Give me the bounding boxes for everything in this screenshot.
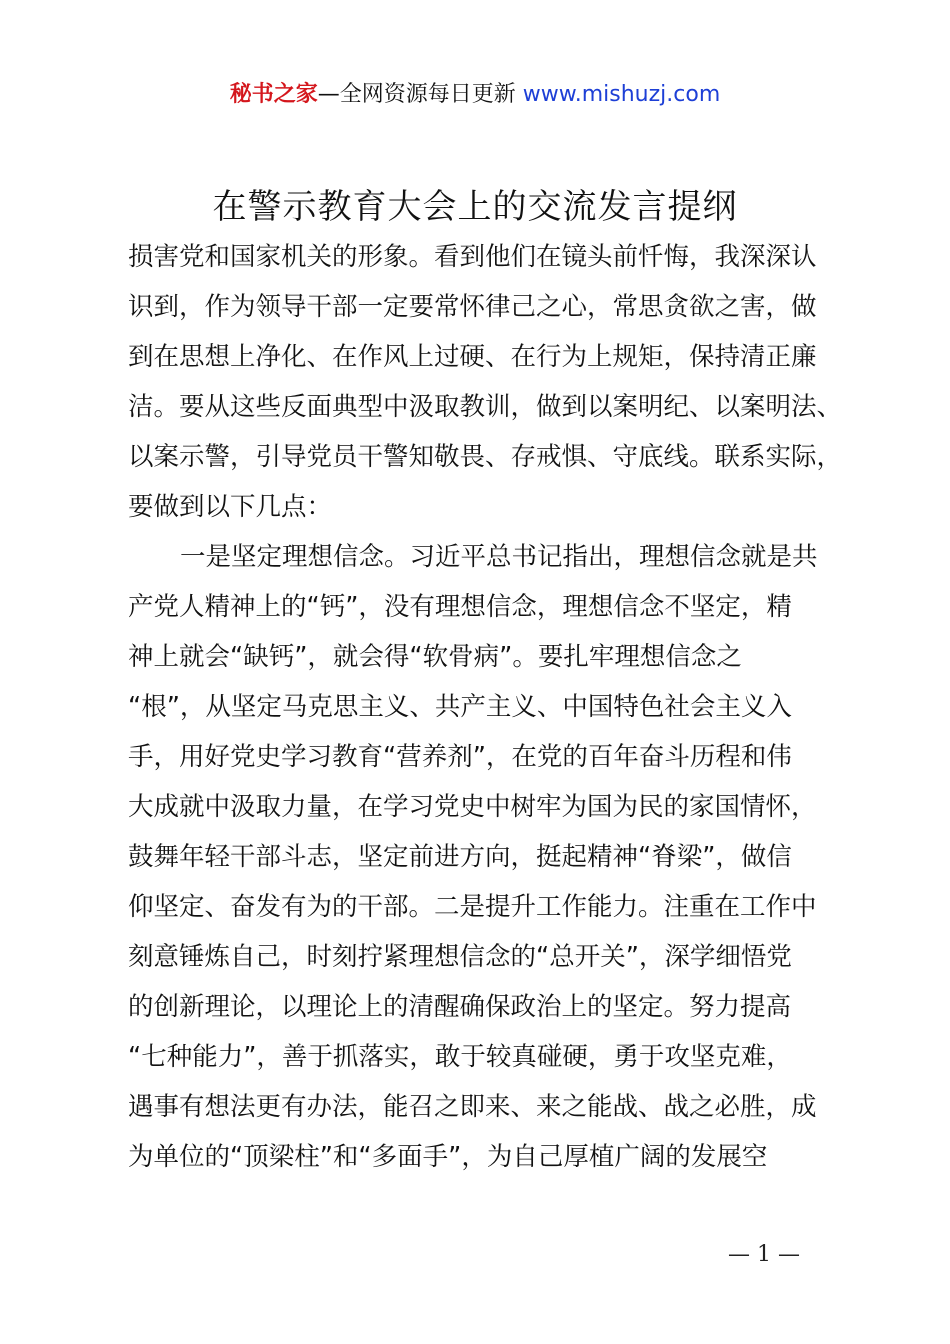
document-body (128, 232, 868, 1182)
body-line: 一是坚定理想信念。习近平总书记指出，理想信念就是共 (180, 542, 818, 572)
body-line: 的创新理论，以理论上的清醒确保政治上的坚定。努力提高 (128, 992, 792, 1022)
body-line: 到在思想上净化、在作风上过硬、在行为上规矩，保持清正廉 (128, 342, 817, 372)
site-url-link[interactable]: www.mishuzj.com (522, 82, 721, 107)
body-line: 遇事有想法更有办法，能召之即来、来之能战、战之必胜，成 (128, 1092, 817, 1122)
body-line: 损害党和国家机关的形象。看到他们在镜头前忏悔，我深深认 (128, 242, 817, 272)
body-line: “根”，从坚定马克思主义、共产主义、中国特色社会主义入 (128, 692, 792, 722)
body-line: 识到，作为领导干部一定要常怀律己之心，常思贪欲之害，做 (128, 292, 817, 322)
body-line: 为单位的“顶梁柱”和“多面手”，为自己厚植广阔的发展空 (128, 1142, 768, 1172)
body-line: 洁。要从这些反面典型中汲取教训，做到以案明纪、以案明法、 (128, 392, 843, 422)
body-line: 鼓舞年轻干部斗志，坚定前进方向，挺起精神“脊梁”，做信 (128, 842, 792, 872)
body-line: 产党人精神上的“钙”，没有理想信念，理想信念不坚定，精 (128, 592, 792, 622)
body-line: 大成就中汲取力量，在学习党史中树牢为国为民的家国情怀， (128, 792, 817, 822)
document-title: 在警示教育大会上的交流发言提纲 (212, 187, 738, 227)
site-brand: 秘书之家 (229, 82, 318, 107)
body-line: 要做到以下几点： (128, 492, 333, 522)
body-line: 仰坚定、奋发有为的干部。二是提升工作能力。注重在工作中 (128, 892, 817, 922)
body-line: 手，用好党史学习教育“营养剂”，在党的百年奋斗历程和伟 (128, 742, 792, 772)
page-number: — 1 — (728, 1242, 800, 1267)
body-line: 以案示警，引导党员干警知敬畏、存戒惧、守底线。联系实际， (128, 442, 843, 472)
site-header (0, 78, 950, 112)
body-line: “七种能力”，善于抓落实，敢于较真碰硬，勇于攻坚克难， (128, 1042, 792, 1072)
body-line: 神上就会“缺钙”，就会得“软骨病”。要扎牢理想信念之 (128, 642, 742, 672)
body-line: 刻意锤炼自己，时刻拧紧理想信念的“总开关”，深学细悟党 (128, 942, 792, 972)
site-tagline: —全网资源每日更新 (317, 82, 516, 107)
